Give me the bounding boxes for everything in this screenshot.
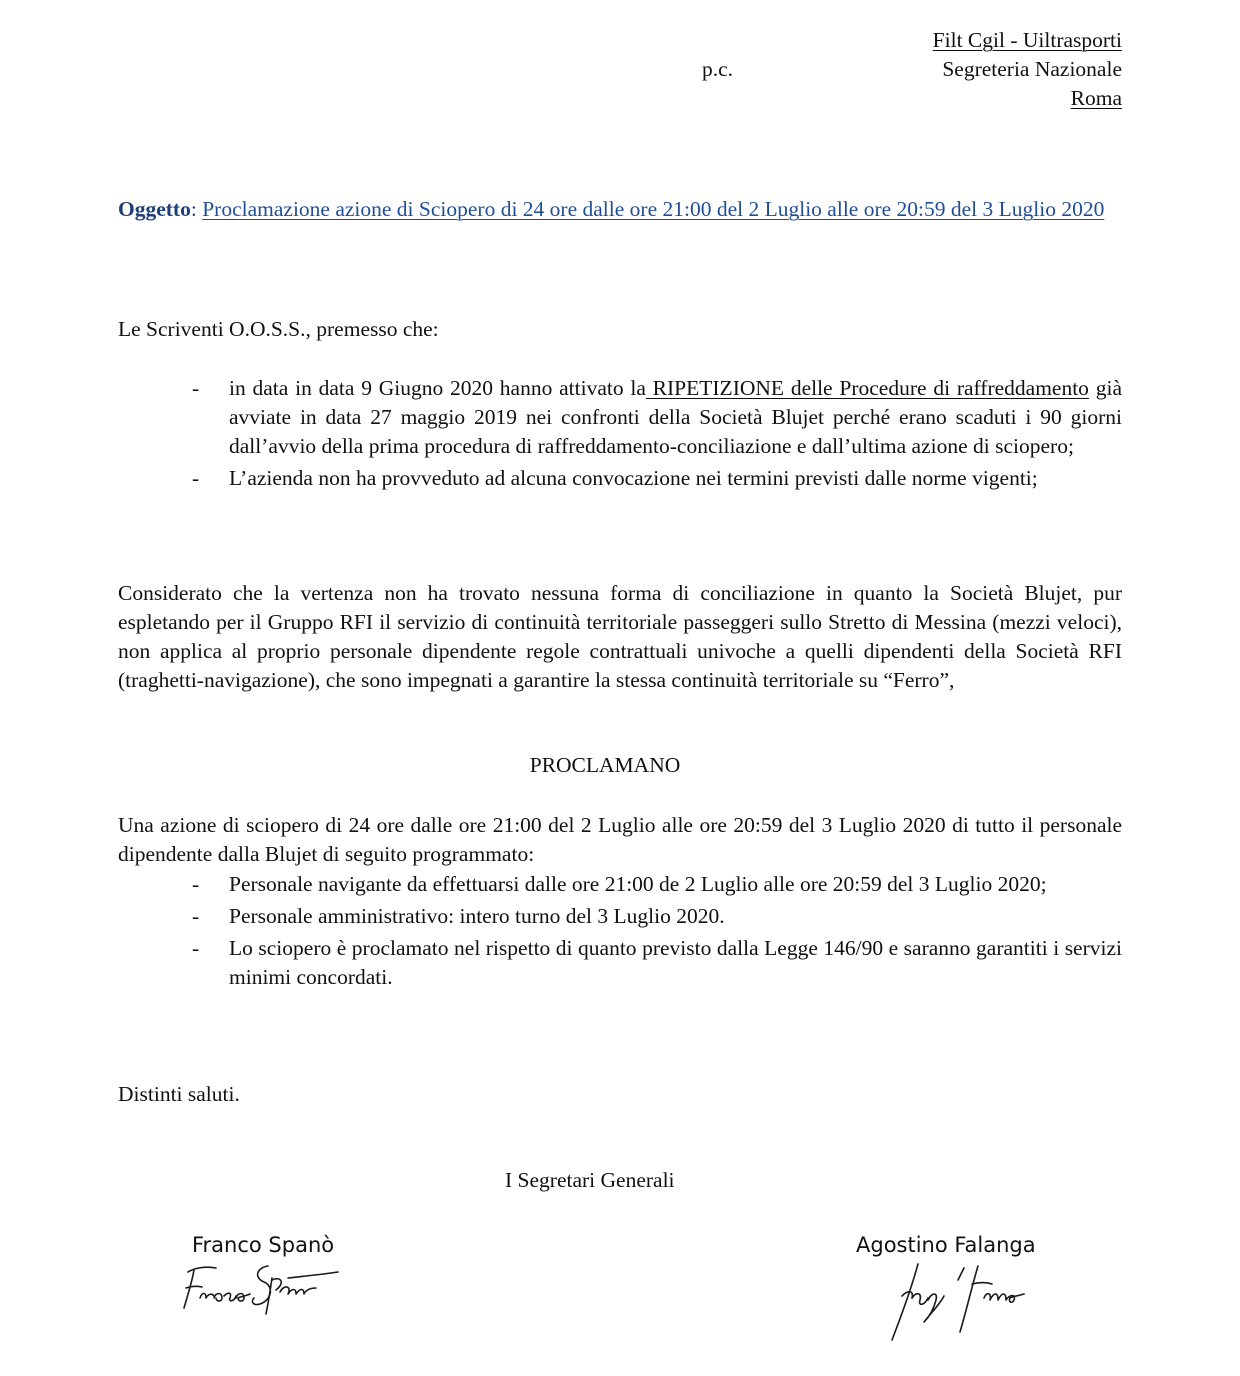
schedule-item-3: Lo sciopero è proclamato nel rispetto di quanto previsto dalla Legge 146/90 e saranno garantiti i servizi minimi concordati. — [229, 936, 1122, 989]
proclamano-text: PROCLAMANO — [529, 753, 681, 777]
signatory-name-2: Agostino Falanga — [856, 1233, 1036, 1257]
subject — [118, 194, 1122, 224]
list-dash: - — [192, 466, 200, 490]
recipient-line-1: Filt Cgil - Uiltrasporti — [932, 28, 1122, 52]
signatories-title: I Segretari Generali — [505, 1168, 675, 1192]
premises-list — [118, 374, 1122, 493]
schedule-item-2: Personale amministrativo: intero turno del 3 Luglio 2020. — [229, 904, 725, 928]
premise-2: L’azienda non ha provveduto ad alcuna convocazione nei termini previsti dalle norme vigenti; — [229, 466, 1038, 490]
list-item — [118, 902, 1122, 931]
list-dash: - — [192, 376, 200, 400]
list-item — [118, 870, 1122, 899]
list-dash: - — [192, 936, 200, 960]
recipient-line-2: Segreteria Nazionale — [942, 57, 1122, 81]
proclamano-heading — [0, 751, 1240, 780]
handwritten-signature-2 — [888, 1256, 1028, 1346]
recipient-line-3: Roma — [1070, 86, 1122, 110]
schedule-item-1: Personale navigante da effettuarsi dalle ore 21:00 de 2 Luglio alle ore 20:59 del 3 Luglio 2020; — [229, 872, 1047, 896]
premise-1-underlined: RIPETIZIONE delle Procedure di raffreddamento — [645, 376, 1089, 400]
recipient-block — [760, 26, 1122, 113]
subject-colon: : — [190, 197, 203, 221]
schedule-list — [118, 870, 1122, 992]
subject-text: Proclamazione azione di Sciopero di 24 ore dalle ore 21:00 del 2 Luglio alle ore 20:59 del 3 Luglio 2020 — [202, 197, 1105, 221]
handwritten-signature-1 — [176, 1258, 346, 1318]
action-paragraph: Una azione di sciopero di 24 ore dalle ore 21:00 del 2 Luglio alle ore 20:59 del 3 Luglio 2020 di tutto il personale dipendente dalla Blujet di seguito programmato: — [118, 813, 1122, 866]
premise-1-before: in data in data 9 Giugno 2020 hanno attivato la — [229, 376, 646, 400]
signatory-name-1: Franco Spanò — [192, 1233, 335, 1257]
premise-1-after: già avviate in data 27 maggio 2019 nei confronti della Società Blujet perché erano scaduti i 90 giorni dall’avvio della prima procedura di raffreddamento-conciliazione e dall’ultima azione di sciopero; — [229, 376, 1122, 458]
list-item — [118, 374, 1122, 461]
intro-paragraph: Le Scriventi O.O.S.S., premesso che: — [118, 317, 439, 341]
subject-label: Oggetto — [118, 197, 191, 221]
pc-label: p.c. — [702, 57, 734, 81]
list-dash: - — [192, 872, 200, 896]
list-item — [118, 934, 1122, 992]
closing-greeting: Distinti saluti. — [118, 1082, 240, 1106]
considerato-paragraph: Considerato che la vertenza non ha trovato nessuna forma di conciliazione in quanto la Società Blujet, pur espletando per il Gruppo RFI il servizio di continuità territoriale passeggeri sullo Stretto di Messina (mezzi veloci), non applica al proprio personale dipendente regole contrattuali univoche a quelli dipendenti della Società RFI (traghetti-navigazione), che sono impegnati a garantire la stessa continuità territoriale su “Ferro”, — [118, 581, 1122, 692]
list-dash: - — [192, 904, 200, 928]
list-item — [118, 464, 1122, 493]
